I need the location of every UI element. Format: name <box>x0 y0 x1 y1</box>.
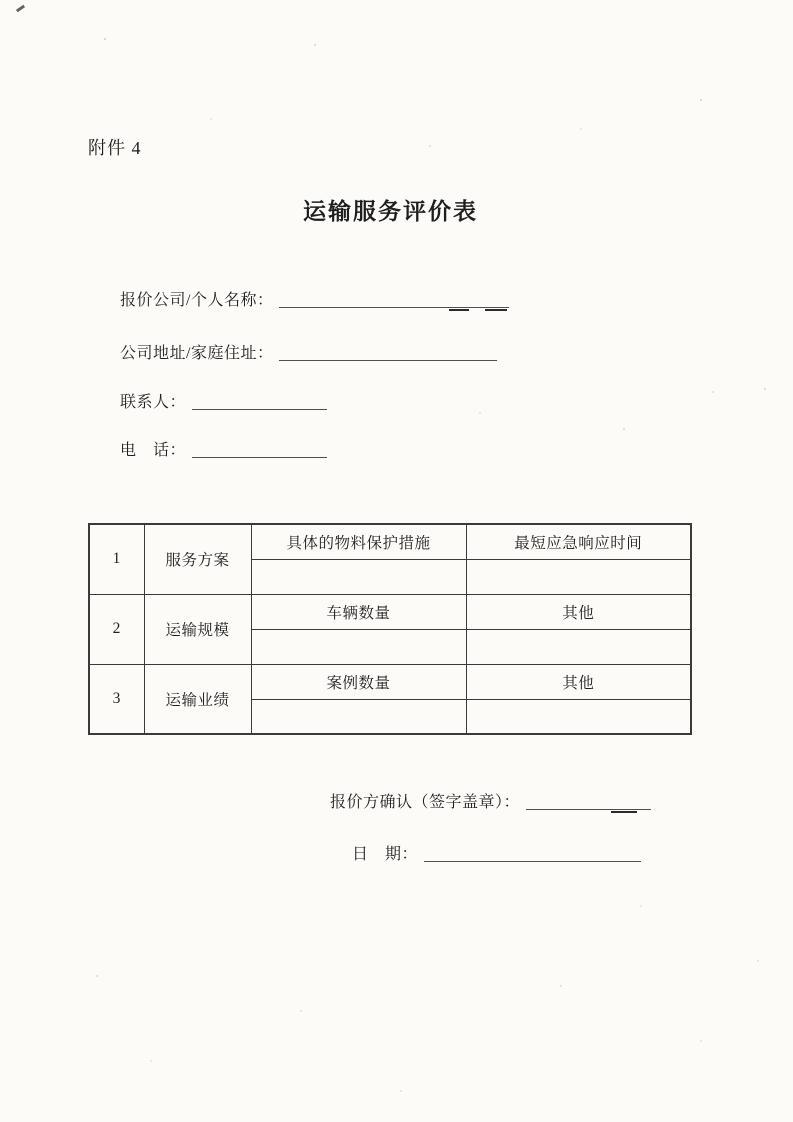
row-number-cell: 1 <box>89 524 144 594</box>
field-label: 联系人： <box>120 394 187 411</box>
detail-header-cell: 具体的物料保护措施 <box>251 524 466 559</box>
detail-value-cell <box>251 699 466 734</box>
field-label: 报价方确认（签字盖章）： <box>330 794 521 811</box>
attachment-label: 附件 4 <box>88 138 142 158</box>
extra-value-cell <box>466 559 691 594</box>
category-cell: 运输规模 <box>144 594 251 664</box>
pen-dash <box>485 309 507 311</box>
field-quoter-confirmation <box>330 789 651 812</box>
extra-header-cell: 最短应急响应时间 <box>466 524 691 559</box>
fill-in-line <box>424 861 641 863</box>
detail-value-cell <box>251 559 466 594</box>
fill-in-line <box>192 457 327 459</box>
detail-value-cell <box>251 629 466 664</box>
scan-speckles <box>0 0 2 2</box>
category-cell: 运输业绩 <box>144 664 251 734</box>
fill-in-line <box>526 809 651 811</box>
field-telephone <box>120 437 327 460</box>
extra-value-cell <box>466 629 691 664</box>
field-company-address <box>120 340 497 363</box>
evaluation-table <box>88 523 692 735</box>
table-row <box>89 664 691 699</box>
pen-dash <box>611 811 637 813</box>
field-quoting-company-name <box>120 287 509 310</box>
extra-value-cell <box>466 699 691 734</box>
detail-header-cell: 案例数量 <box>251 664 466 699</box>
fill-in-line <box>279 360 497 362</box>
extra-header-cell: 其他 <box>466 594 691 629</box>
field-label: 电 话： <box>120 442 187 459</box>
field-contact-person <box>120 389 327 412</box>
extra-header-cell: 其他 <box>466 664 691 699</box>
table-row <box>89 594 691 629</box>
field-label: 公司地址/家庭住址： <box>120 345 274 362</box>
field-date <box>352 841 641 864</box>
field-label: 报价公司/个人名称： <box>120 292 274 309</box>
fill-in-line <box>279 307 509 309</box>
page-title: 运输服务评价表 <box>303 199 478 224</box>
field-label: 日 期： <box>352 846 419 863</box>
table-row <box>89 524 691 559</box>
detail-header-cell: 车辆数量 <box>251 594 466 629</box>
row-number-cell: 2 <box>89 594 144 664</box>
category-cell: 服务方案 <box>144 524 251 594</box>
fill-in-line <box>192 409 327 411</box>
row-number-cell: 3 <box>89 664 144 734</box>
pen-dash <box>449 309 469 311</box>
scan-corner-mark <box>16 5 25 13</box>
